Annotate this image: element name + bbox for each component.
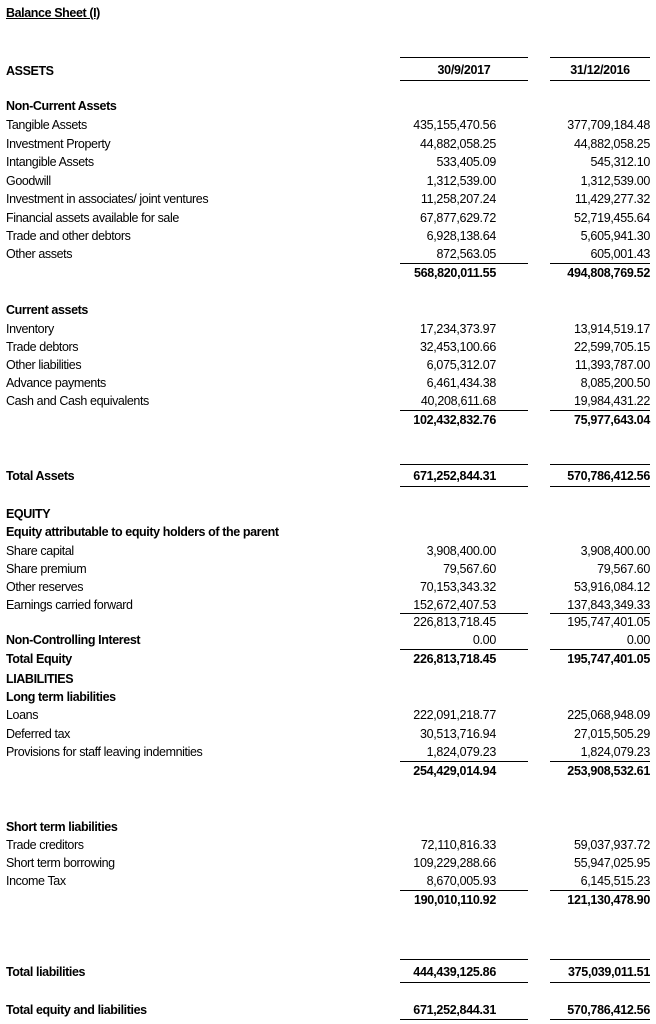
- row-label: Investment in associates/ joint ventures: [6, 192, 209, 206]
- total-underline: [550, 982, 650, 983]
- column-header-2016: 31/12/2016: [570, 63, 630, 77]
- row-value-2017: 17,234,373.97: [419, 322, 496, 336]
- header-underline-col1: [400, 80, 528, 81]
- header-rule-col1: [400, 57, 528, 58]
- row-label: Short term borrowing: [6, 856, 115, 870]
- page-title: Balance Sheet (I): [6, 6, 100, 20]
- row-label: Trade and other debtors: [6, 229, 131, 243]
- row-label: Share premium: [6, 562, 87, 576]
- row-value-2016: 1,312,539.00: [580, 174, 650, 188]
- row-label: Provisions for staff leaving indemnities: [6, 745, 203, 759]
- row-label: Other reserves: [6, 580, 84, 594]
- row-value-2016: 22,599,705.15: [573, 340, 650, 354]
- row-value-2016: 79,567.60: [597, 562, 650, 576]
- row-label: Investment Property: [6, 137, 111, 151]
- row-label: Inventory: [6, 322, 54, 336]
- row-label: Financial assets available for sale: [6, 211, 179, 225]
- row-value-2016: 44,882,058.25: [573, 137, 650, 151]
- row-value-2016: 55,947,025.95: [573, 856, 650, 870]
- row-value-2017: 6,928,138.64: [426, 229, 496, 243]
- total-underline: [400, 982, 528, 983]
- liabilities-heading: LIABILITIES: [6, 672, 74, 686]
- row-value-2017: 8,670,005.93: [426, 874, 496, 888]
- total-rule: [550, 464, 650, 465]
- short-term-heading: Short term liabilities: [6, 820, 118, 834]
- total-equity-liabilities-2016: 570,786,412.56: [567, 1003, 650, 1017]
- row-value-2016: 52,719,455.64: [573, 211, 650, 225]
- long-term-total-2017: 254,429,014.94: [413, 764, 496, 778]
- total-rule: [400, 959, 528, 960]
- total-assets-2017: 671,252,844.31: [413, 469, 496, 483]
- subtotal-rule: [550, 613, 650, 614]
- row-label: Advance payments: [6, 376, 106, 390]
- total-underline: [550, 486, 650, 487]
- header-rule-col2: [550, 57, 650, 58]
- row-value-2017: 72,110,816.33: [420, 838, 496, 852]
- header-underline-col2: [550, 80, 650, 81]
- subtotal-rule: [400, 649, 528, 650]
- row-value-2017: 533,405.09: [436, 155, 496, 169]
- row-value-2016: 53,916,084.12: [573, 580, 650, 594]
- total-liabilities-2017: 444,439,125.86: [413, 965, 496, 979]
- subtotal-rule: [400, 890, 528, 891]
- row-value-2017: 3,908,400.00: [426, 544, 496, 558]
- row-value-2016: 19,984,431.22: [573, 394, 650, 408]
- row-label: Income Tax: [6, 874, 66, 888]
- row-value-2016: 13,914,519.17: [573, 322, 650, 336]
- subtotal-rule: [400, 613, 528, 614]
- row-value-2017: 109,229,288.66: [413, 856, 496, 870]
- row-label: Intangible Assets: [6, 155, 94, 169]
- current-heading: Current assets: [6, 303, 88, 317]
- equity-heading: EQUITY: [6, 507, 51, 521]
- total-equity-liabilities-label: Total equity and liabilities: [6, 1003, 147, 1017]
- total-assets-label: Total Assets: [6, 469, 75, 483]
- equity-subtotal-2016: 195,747,401.05: [567, 615, 650, 629]
- total-liabilities-label: Total liabilities: [6, 965, 86, 979]
- row-value-2016: 137,843,349.33: [567, 598, 650, 612]
- total-liabilities-2016: 375,039,011.51: [567, 965, 650, 979]
- row-value-2017: 6,461,434.38: [426, 376, 496, 390]
- row-label: Trade creditors: [6, 838, 84, 852]
- row-value-2017: 70,153,343.32: [419, 580, 496, 594]
- row-value-2016: 11,429,277.32: [574, 192, 650, 206]
- subtotal-rule: [400, 761, 528, 762]
- row-value-2017: 32,453,100.66: [419, 340, 496, 354]
- row-value-2017: 152,672,407.53: [413, 598, 496, 612]
- row-value-2016: 605,001.43: [590, 247, 650, 261]
- subtotal-rule: [550, 410, 650, 411]
- row-label: Goodwill: [6, 174, 51, 188]
- row-value-2017: 44,882,058.25: [419, 137, 496, 151]
- row-value-2017: 79,567.60: [443, 562, 496, 576]
- row-value-2016: 377,709,184.48: [567, 118, 650, 132]
- row-value-2017: 872,563.05: [436, 247, 496, 261]
- row-value-2016: 27,015,505.29: [573, 727, 650, 741]
- row-value-2017: 40,208,611.68: [420, 394, 496, 408]
- row-label: Trade debtors: [6, 340, 79, 354]
- subtotal-rule: [550, 649, 650, 650]
- noncurrent-total-2016: 494,808,769.52: [567, 266, 650, 280]
- row-value-2016: 5,605,941.30: [580, 229, 650, 243]
- total-underline: [400, 486, 528, 487]
- nci-2017: 0.00: [472, 633, 496, 647]
- noncurrent-total-2017: 568,820,011.55: [413, 266, 496, 280]
- subtotal-rule: [400, 263, 528, 264]
- nci-label: Non-Controlling Interest: [6, 633, 141, 647]
- row-value-2017: 67,877,629.72: [419, 211, 496, 225]
- noncurrent-heading: Non-Current Assets: [6, 99, 117, 113]
- subtotal-rule: [400, 410, 528, 411]
- row-label: Deferred tax: [6, 727, 70, 741]
- total-equity-liabilities-2017: 671,252,844.31: [413, 1003, 496, 1017]
- row-value-2016: 6,145,515.23: [580, 874, 650, 888]
- row-value-2016: 545,312.10: [590, 155, 650, 169]
- row-value-2017: 1,312,539.00: [426, 174, 496, 188]
- nci-2016: 0.00: [626, 633, 650, 647]
- column-header-2017: 30/9/2017: [437, 63, 491, 77]
- row-value-2016: 1,824,079.23: [580, 745, 650, 759]
- row-value-2016: 3,908,400.00: [580, 544, 650, 558]
- current-total-2016: 75,977,643.04: [573, 413, 650, 427]
- total-equity-2017: 226,813,718.45: [413, 652, 496, 666]
- assets-heading: ASSETS: [6, 64, 54, 78]
- row-label: Loans: [6, 708, 39, 722]
- equity-subtotal-2017: 226,813,718.45: [413, 615, 496, 629]
- short-term-total-2016: 121,130,478.90: [567, 893, 650, 907]
- current-total-2017: 102,432,832.76: [413, 413, 496, 427]
- row-value-2017: 6,075,312.07: [426, 358, 496, 372]
- row-value-2017: 222,091,218.77: [413, 708, 496, 722]
- long-term-total-2016: 253,908,532.61: [567, 764, 650, 778]
- row-label: Tangible Assets: [6, 118, 87, 132]
- subtotal-rule: [550, 761, 650, 762]
- row-label: Other assets: [6, 247, 73, 261]
- equity-subheading: Equity attributable to equity holders of the parent: [6, 525, 279, 539]
- row-label: Other liabilities: [6, 358, 82, 372]
- long-term-heading: Long term liabilities: [6, 690, 116, 704]
- total-underline: [400, 1019, 528, 1020]
- subtotal-rule: [550, 890, 650, 891]
- row-value-2016: 225,068,948.09: [567, 708, 650, 722]
- row-label: Earnings carried forward: [6, 598, 133, 612]
- total-rule: [550, 959, 650, 960]
- total-rule: [400, 464, 528, 465]
- total-equity-label: Total Equity: [6, 652, 72, 666]
- row-value-2017: 1,824,079.23: [426, 745, 496, 759]
- row-value-2017: 435,155,470.56: [413, 118, 496, 132]
- row-value-2016: 8,085,200.50: [580, 376, 650, 390]
- subtotal-rule: [550, 263, 650, 264]
- row-value-2017: 11,258,207.24: [420, 192, 496, 206]
- row-label: Share capital: [6, 544, 74, 558]
- total-assets-2016: 570,786,412.56: [567, 469, 650, 483]
- total-underline: [550, 1019, 650, 1020]
- row-value-2017: 30,513,716.94: [419, 727, 496, 741]
- row-label: Cash and Cash equivalents: [6, 394, 149, 408]
- row-value-2016: 11,393,787.00: [574, 358, 650, 372]
- row-value-2016: 59,037,937.72: [573, 838, 650, 852]
- total-equity-2016: 195,747,401.05: [567, 652, 650, 666]
- short-term-total-2017: 190,010,110.92: [413, 893, 496, 907]
